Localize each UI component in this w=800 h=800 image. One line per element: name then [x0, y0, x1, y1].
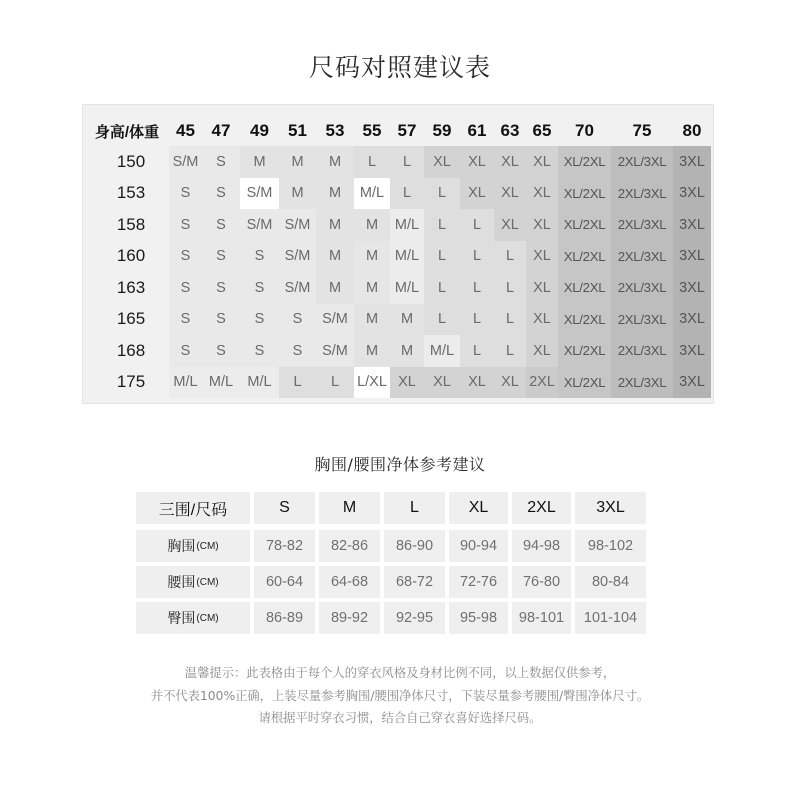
size-cell: M/L	[202, 367, 240, 399]
size-row	[83, 367, 715, 399]
size-cell: L	[494, 241, 526, 273]
size-cell: M	[279, 146, 316, 178]
measure-label	[136, 530, 250, 562]
size-cell: 3XL	[673, 241, 711, 273]
size-cell: 2XL/3XL	[611, 367, 673, 399]
size-cell: XL/2XL	[558, 178, 611, 210]
size-cell: L	[424, 209, 460, 241]
size-cell: S	[202, 209, 240, 241]
unit-label: (CM)	[196, 576, 219, 588]
weight-header: 53	[325, 121, 345, 140]
size-cell: S	[240, 335, 279, 367]
size-cell: L	[424, 241, 460, 273]
measure-cell: 98-102	[575, 530, 646, 562]
size-cell: S/M	[316, 304, 354, 336]
size-cell: 3XL	[673, 272, 711, 304]
size-cell: M	[316, 272, 354, 304]
measure-label	[136, 566, 250, 598]
size-cell: M/L	[169, 367, 202, 399]
size-cell: S/M	[279, 209, 316, 241]
size-cell: 3XL	[673, 367, 711, 399]
height-label: 158	[116, 214, 146, 234]
size-cell: S/M	[316, 335, 354, 367]
size-cell: L	[460, 304, 494, 336]
size-cell: XL	[526, 304, 558, 336]
height-weight-size-table	[82, 104, 714, 404]
size-cell: XL/2XL	[558, 272, 611, 304]
measure-cell: 78-82	[254, 530, 315, 562]
size-cell: S	[169, 335, 202, 367]
size-cell: 2XL/3XL	[611, 272, 673, 304]
size-row	[83, 272, 715, 304]
size-cell: M/L	[390, 241, 424, 273]
size-cell: 2XL/3XL	[611, 178, 673, 210]
size-cell: S	[169, 304, 202, 336]
measure-cell: 92-95	[384, 602, 445, 634]
measure-cell: 64-68	[319, 566, 380, 598]
weight-header: 70	[575, 121, 594, 140]
size-cell: S/M	[279, 241, 316, 273]
weight-header: 47	[211, 121, 231, 140]
size-header: L	[384, 492, 445, 524]
page-title: 尺码对照建议表	[308, 53, 491, 82]
size-cell: L	[460, 209, 494, 241]
size-cell: L	[424, 272, 460, 304]
size-cell: XL/2XL	[558, 304, 611, 336]
size-cell: 3XL	[673, 178, 711, 210]
measure-cell: 60-64	[254, 566, 315, 598]
size-cell: XL	[494, 178, 526, 210]
size-cell: L	[460, 241, 494, 273]
size-cell: M	[354, 304, 390, 336]
size-cell: M	[390, 304, 424, 336]
measure-cell: 101-104	[575, 602, 646, 634]
size-cell: S	[202, 304, 240, 336]
size-cell: 2XL/3XL	[611, 335, 673, 367]
size-cell: S	[202, 178, 240, 210]
size-cell: M	[316, 209, 354, 241]
size-cell: XL	[526, 335, 558, 367]
size-cell: S	[240, 304, 279, 336]
note-line: 温馨提示：此表格由于每个人的穿衣风格及身材比例不同，以上数据仅供参考，	[184, 666, 616, 680]
weight-header-row	[83, 118, 715, 144]
size-cell: S/M	[240, 178, 279, 210]
weight-header: 49	[250, 121, 269, 140]
size-cell: XL	[460, 178, 494, 210]
size-cell: XL	[526, 146, 558, 178]
size-cell: L	[390, 178, 424, 210]
weight-header: 75	[632, 121, 652, 140]
corner-label: 身高/体重	[94, 123, 160, 141]
size-cell: M/L	[424, 335, 460, 367]
size-cell: S	[279, 335, 316, 367]
size-cell: S/M	[240, 209, 279, 241]
size-cell: L	[390, 146, 424, 178]
height-label: 165	[116, 309, 146, 329]
weight-header: 45	[176, 121, 195, 140]
size-cell: M/L	[354, 178, 390, 210]
size-cell: 2XL/3XL	[611, 304, 673, 336]
size-row	[83, 178, 715, 210]
height-label: 160	[116, 246, 146, 266]
weight-header: 80	[682, 121, 702, 140]
unit-label: (CM)	[196, 612, 219, 624]
size-cell: S	[169, 241, 202, 273]
size-cell: XL	[494, 209, 526, 241]
size-cell: S	[202, 335, 240, 367]
height-label: 153	[116, 183, 146, 203]
size-cell: 2XL/3XL	[611, 209, 673, 241]
size-cell: 3XL	[673, 146, 711, 178]
measure-cell: 72-76	[449, 566, 508, 598]
height-label: 163	[116, 277, 146, 297]
size-cell: XL	[526, 272, 558, 304]
size-cell: XL	[526, 209, 558, 241]
size-cell: XL/2XL	[558, 146, 611, 178]
size-row	[83, 241, 715, 273]
measure-cell: 86-90	[384, 530, 445, 562]
unit-label: (CM)	[196, 540, 219, 552]
measure-cell: 95-98	[449, 602, 508, 634]
measure-cell: 68-72	[384, 566, 445, 598]
size-cell: S	[202, 272, 240, 304]
size-cell: M	[354, 272, 390, 304]
body-measurement-table	[136, 489, 646, 633]
size-cell: XL/2XL	[558, 367, 611, 399]
size-cell: L	[354, 146, 390, 178]
size-cell: M	[354, 241, 390, 273]
size-cell: M	[316, 146, 354, 178]
note-line: 并不代表100%正确，上装尽量参考胸围/腰围净体尺寸，下装尽量参考腰围/臀围净体尺寸。	[150, 688, 650, 703]
measure-name: 胸围	[167, 538, 196, 554]
notes	[0, 662, 800, 730]
size-row	[83, 209, 715, 241]
size-header: S	[254, 492, 315, 524]
size-cell: XL	[494, 367, 526, 399]
size-cell: XL	[424, 146, 460, 178]
size-cell: S	[202, 241, 240, 273]
size-cell: L	[460, 272, 494, 304]
size-cell: XL	[390, 367, 424, 399]
size-cell: 3XL	[673, 304, 711, 336]
size-cell: L	[316, 367, 354, 399]
size-header: 3XL	[575, 492, 646, 524]
size-cell: M/L	[240, 367, 279, 399]
weight-header: 57	[397, 121, 417, 140]
measurement-subtitle: 胸围/腰围净体参考建议	[314, 455, 486, 474]
size-header: XL	[449, 492, 508, 524]
size-cell: S/M	[279, 272, 316, 304]
size-row	[83, 146, 715, 178]
size-cell: L	[279, 367, 316, 399]
weight-header: 51	[288, 121, 307, 140]
size-cell: XL/2XL	[558, 209, 611, 241]
size-cell: L	[494, 272, 526, 304]
measure-cell: 86-89	[254, 602, 315, 634]
size-cell: M	[390, 335, 424, 367]
size-cell: S	[279, 304, 316, 336]
size-cell: 2XL/3XL	[611, 241, 673, 273]
weight-header: 59	[432, 121, 452, 140]
size-cell: M	[316, 241, 354, 273]
size-cell: M/L	[390, 209, 424, 241]
height-label: 150	[116, 151, 146, 171]
size-header: M	[319, 492, 380, 524]
size-cell: S/M	[169, 146, 202, 178]
measure-label	[136, 602, 250, 634]
size-cell: M	[354, 335, 390, 367]
size-cell: S	[240, 241, 279, 273]
height-label: 168	[116, 340, 146, 360]
measure-cell: 89-92	[319, 602, 380, 634]
size-row	[83, 304, 715, 336]
size-cell: XL	[424, 367, 460, 399]
size-cell: XL/2XL	[558, 335, 611, 367]
measure-name: 臀围	[167, 610, 196, 626]
size-cell: XL/2XL	[558, 241, 611, 273]
weight-header: 61	[467, 121, 487, 140]
size-cell: L	[494, 335, 526, 367]
size-cell: S	[169, 178, 202, 210]
size-cell: 3XL	[673, 209, 711, 241]
size-cell: L	[424, 178, 460, 210]
measure-corner-label: 三围/尺码	[136, 492, 250, 524]
size-cell: XL	[526, 178, 558, 210]
size-header: 2XL	[512, 492, 571, 524]
size-cell: M	[240, 146, 279, 178]
measure-name: 腰围	[167, 574, 196, 590]
size-cell: XL	[526, 241, 558, 273]
size-cell: 2XL	[526, 367, 558, 399]
size-cell: L/XL	[354, 367, 390, 399]
size-cell: S	[240, 272, 279, 304]
size-cell: M	[354, 209, 390, 241]
height-label: 175	[116, 372, 146, 392]
size-cell: 2XL/3XL	[611, 146, 673, 178]
weight-header: 63	[500, 121, 520, 140]
note-line: 请根据平时穿衣习惯，结合自己穿衣喜好选择尺码。	[258, 711, 542, 725]
measure-cell: 90-94	[449, 530, 508, 562]
size-cell: M	[279, 178, 316, 210]
weight-header: 65	[532, 121, 552, 140]
measure-cell: 94-98	[512, 530, 571, 562]
size-cell: M	[316, 178, 354, 210]
measure-cell: 76-80	[512, 566, 571, 598]
size-cell: S	[169, 209, 202, 241]
size-cell: XL	[494, 146, 526, 178]
size-cell: 3XL	[673, 335, 711, 367]
measure-cell: 80-84	[575, 566, 646, 598]
size-cell: S	[169, 272, 202, 304]
size-row	[83, 335, 715, 367]
size-cell: XL	[460, 146, 494, 178]
weight-header: 55	[362, 121, 382, 140]
size-cell: L	[424, 304, 460, 336]
size-cell: L	[494, 304, 526, 336]
measure-cell: 98-101	[512, 602, 571, 634]
size-cell: L	[460, 335, 494, 367]
size-cell: S	[202, 146, 240, 178]
size-cell: M/L	[390, 272, 424, 304]
measure-cell: 82-86	[319, 530, 380, 562]
size-cell: XL	[460, 367, 494, 399]
